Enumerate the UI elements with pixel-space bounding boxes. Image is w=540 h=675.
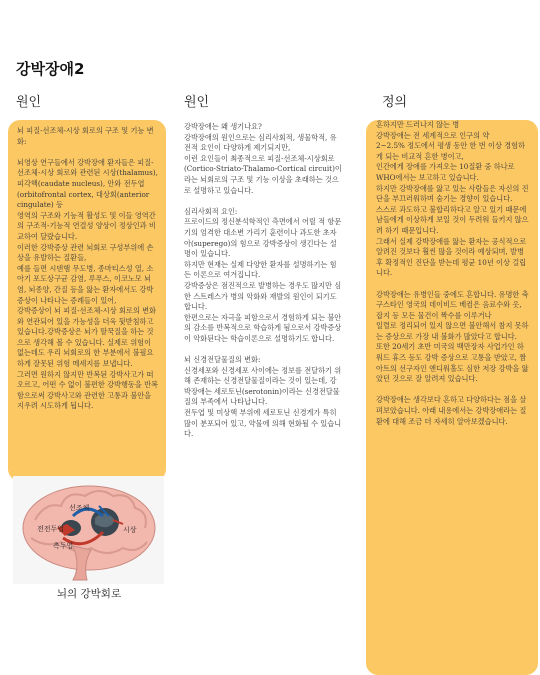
col3-paragraph: 강박장애는 생각보다 흔하고 다양하다는 점을 살펴보았습니다. 아래 내용에서는 강박장애라는 질환에 대해 조금 더 자세히 알아보겠습니다.	[376, 395, 527, 426]
col2-paragraph: 심리사회적 요인: 프로이드의 정신분석학적인 측면에서 어릴 적 항문기의 엄격한 대소변 가리기 훈련이나 과도한 초자아(superego)의 힘으로 강박증상이 생긴다는 설명이 있습니다. 하지만 현재는 실제 다양한 환자를 설명하기는 힘든 이론으로 여겨집니다. 강박증상은 점진적으로 발병하는 경우도 많지만 심한 스트레스가 병의 악화와 재발의 원인이 되기도 합니다. 한편으로는 자극을 피함으로서 경험하게 되는 불안의 감소를 반복적으로 학습하게 됨으로서 강박증상이 악화된다는 학습이론으로 설명하기도 합니다.	[184, 206, 342, 343]
col2-paragraph: 강박장애는 왜 생기나요? 강박장애의 원인으로는 심리사회적, 생물학적, 유전적 요인이 다양하게 제기되지만, 이런 요인들이 최종적으로 피질-선조체-시상회로(Cortico-Striato-Thalamo-Cortical circuit)이라는 뇌회로의 구조 및 기능 이상을 초래하는 것으로 설명하고 있습니다.	[184, 122, 342, 195]
col1-heading: 원인	[16, 95, 42, 110]
brain-illustration	[13, 476, 164, 584]
cause-panel-left	[8, 120, 166, 480]
col1-paragraph: 뇌영상 연구들에서 강박장애 환자들은 피질-선조체-시상 회로와 관련된 시상(thalamus), 피각핵(caudate nucleus), 안와 전두엽(orbitofrontal cortex, 대상회(anterior cingulate) 등 영역의 구조와 기능적 활성도 및 이들 영역간의 구조적-기능적 연결성 양상이 정상인과 비교하여 달랐습니다. 이러한 강박증상 관련 뇌회로 구성부위에 손상을 유발하는 질환들, 예를 들면 시덴햄 무도병, 종마티스성 열, 소아기 포도상구균 감염, 루푸스, 이코노모 뇌염, 뇌종양, 간질 등을 앓는 환자에서도 강박 증상이 나타나는 증례들이 있어, 강박증상이 뇌 피질-선조체-시상 회로의 변화와 연관되어 있을 가능성을 더욱 뒷받침하고 있습니다.강박증상은 뇌가 딸꾹질을 하는 것으로 생각해 볼 수 있습니다. 실제로 위험이 없는데도 우리 뇌회로의 한 부분에서 불필요하게 잘못된 위험 메세지를 보냅니다. 그러면 원하지 않지만 반복된 강박사고가 떠오르고, 어떤 수 없이 불편한 강박행동을 반복함으로써 강박사고와 관련한 고통과 불안을 지우려 시도하게 됩니다.	[17, 157, 158, 411]
col1-paragraph: 뇌 피질-선조체-시상 회로의 구조 및 기능 변화:	[17, 126, 154, 146]
label-temporal: 측두엽	[53, 542, 74, 550]
cause-panel-middle	[178, 120, 348, 520]
col3-paragraph: 강박장애는 유병인들 중에도 흔합니다. 유명한 축구스타인 영국의 데이비드 베컴은 음료수와 옷, 잡지 등 모든 물건이 짝수를 이루거나 일렬로 정리되어 있지 않으면 불안해서 참지 못하는 증상으로 가장 내 불화가 많았다고 합니다. 또한 20세기 초반 미국의 백만장자 사업가인 하워드 휴즈 등도 강박 증상으로 고통을 받았고, 짬아트의 선구자인 앤디워홀도 심한 저장 강박을 앓았던 것으로 잘 알려져 있습니다.	[376, 289, 529, 384]
definition-panel	[366, 120, 538, 675]
page-title: 강박장애2	[16, 60, 85, 78]
col2-paragraph: 뇌 신경전달물질의 변화: 신경세포와 신경세포 사이에는 정보를 전달하기 위해 존재하는 신경전달물질이라는 것이 있는데, 강박장애는 세로토닌(serotonin)이라는 신경전달물질의 부족에서 나타납니다. 전두엽 및 미상핵 부위에 세로토닌 신경게가 특히 많이 분포되어 있고, 약물에 의해 현화될 수 있습니다.	[184, 355, 342, 439]
label-prefrontal: 전전두엽	[37, 525, 65, 533]
image-caption: 뇌의 강박회로	[56, 588, 122, 600]
col2-heading: 원인	[184, 95, 210, 110]
col3-paragraph: 흔하지만 드러나지 않는 병 강박장애는 전 세계적으로 인구의 약 2~2.5% 정도에서 평생 동안 한 번 이상 경험하게 되는 비교적 흔한 병이고, 인간에게 장애를 가져오는 10질환 중 하나로 WHO에서는 보고하고 있습니다. 하지만 강박장애를 앓고 있는 사람들은 자신의 진단을 부끄러워하며 숨기는 경향이 있습니다. 스스로 과도하고 불합리하다고 알고 있기 때문에 남들에게 이상하게 보일 것이 두려워 들키지 않으려 하기 때문입니다. 그래서 실제 강박장애를 앓는 환자는 공식적으로 알려진 것보다 훨씬 많을 것이라 예상되며, 발병 후 확정적인 진단을 받는데 평균 10년 이상 걸립니다.	[376, 120, 529, 278]
label-thalamus: 시상	[123, 526, 137, 534]
brain-circuit-image	[13, 476, 164, 584]
col3-heading: 정의	[382, 95, 408, 110]
label-striatum: 선조체	[69, 504, 90, 512]
